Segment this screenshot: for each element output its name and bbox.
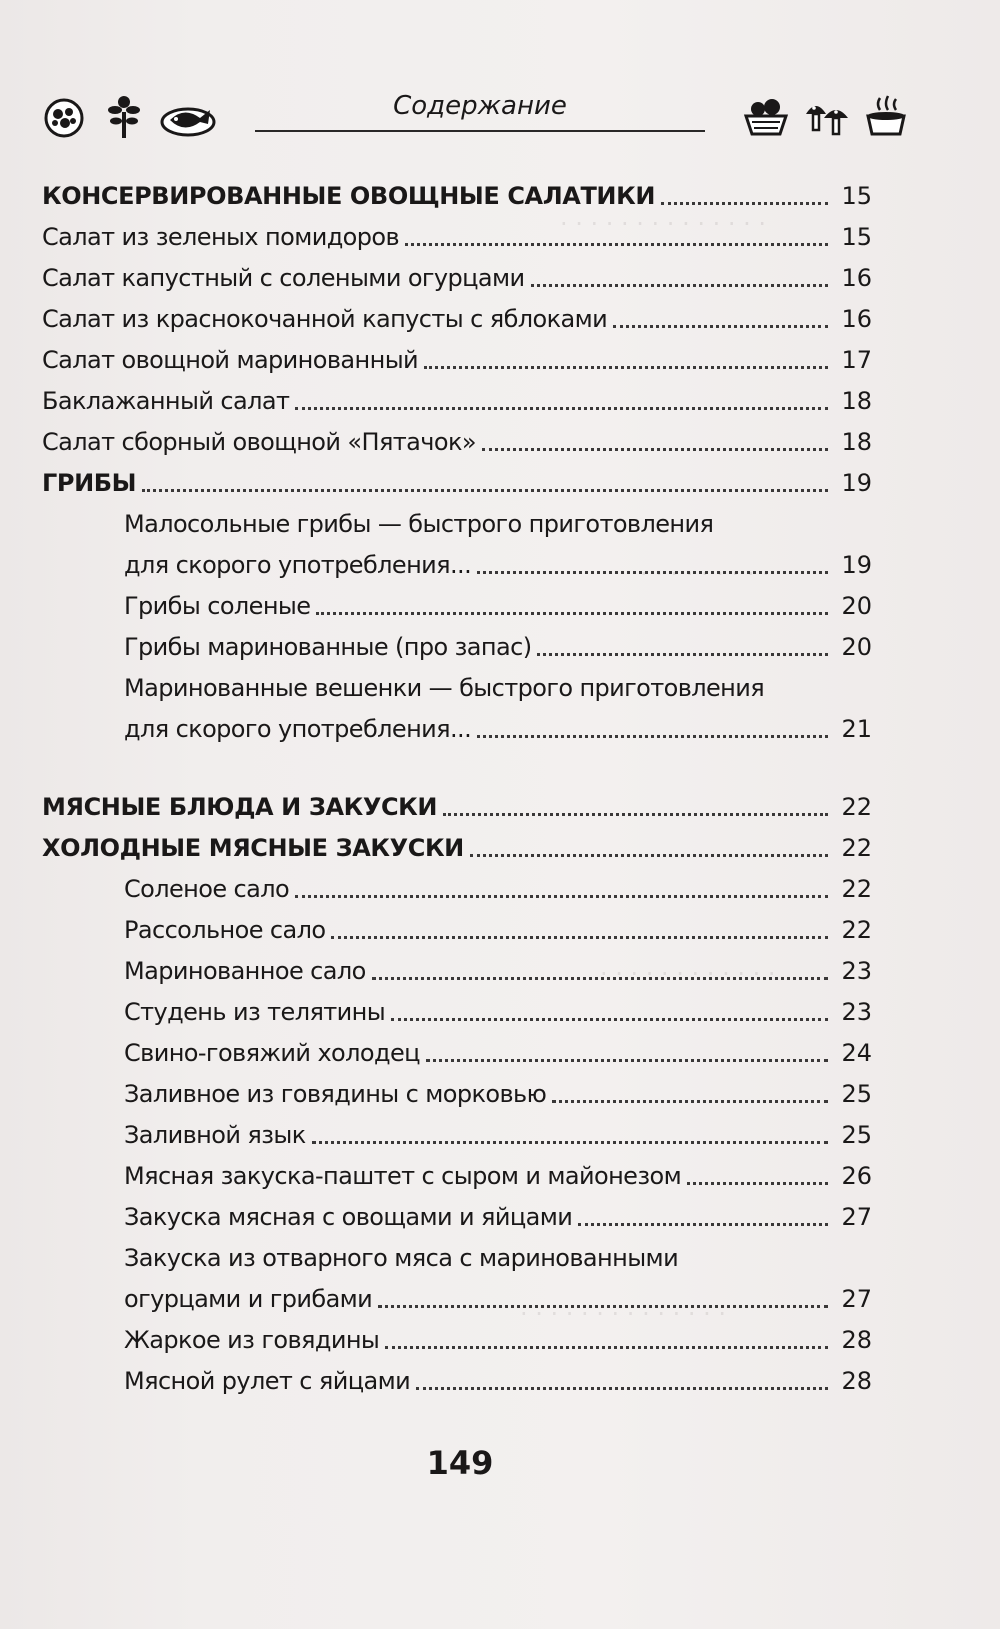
- dot-leader: [531, 283, 828, 287]
- toc-entry-page: 20: [841, 592, 872, 620]
- dot-leader: [405, 242, 828, 246]
- dot-leader: [537, 652, 828, 656]
- toc-entry: [42, 375, 872, 416]
- toc-entry-title: Маринованные вешенки — быстрого приготовления: [124, 674, 765, 702]
- toc-entry: [42, 1314, 872, 1355]
- header-title-box: [255, 88, 705, 136]
- header-icons-left: [40, 92, 216, 140]
- toc-entry: [42, 170, 872, 211]
- toc-entry-title: Закуска мясная с овощами и яйцами: [124, 1203, 573, 1231]
- toc-entry: [42, 580, 872, 621]
- toc-entry: [42, 293, 872, 334]
- page-number: 149: [426, 1444, 494, 1482]
- toc-entry: [42, 1109, 872, 1150]
- dot-leader: [372, 976, 828, 980]
- dot-leader: [470, 853, 828, 857]
- toc-entry-title: Соленое сало: [124, 875, 290, 903]
- toc-entry-page: 23: [841, 998, 872, 1026]
- toc-entry-title: Салат сборный овощной «Пятачок»: [42, 428, 476, 456]
- dot-leader: [613, 324, 828, 328]
- fish-platter-icon: [160, 92, 216, 140]
- toc-entry: [42, 1273, 872, 1314]
- toc-entry-title: ХОЛОДНЫЕ МЯСНЫЕ ЗАКУСКИ: [42, 834, 464, 862]
- toc-entry: [42, 1232, 872, 1273]
- toc-entry-title: ГРИБЫ: [42, 469, 137, 497]
- toc-entry: [42, 1068, 872, 1109]
- dot-leader: [416, 1386, 828, 1390]
- toc-entry-title: Свино-говяжий холодец: [124, 1039, 420, 1067]
- dot-leader: [477, 734, 828, 738]
- running-header: [40, 88, 910, 148]
- dot-leader: [391, 1017, 828, 1021]
- bleed-through-text: · · · · · · · · ·: [640, 560, 770, 588]
- dot-leader: [295, 894, 828, 898]
- toc-entry-title: Салат капустный с солеными огурцами: [42, 264, 525, 292]
- toc-entry: [42, 621, 872, 662]
- bleed-through-text: · · · · · · · · · · · · · ·: [560, 210, 766, 238]
- toc-entry-page: 28: [841, 1367, 872, 1395]
- toc-entry-page: 23: [841, 957, 872, 985]
- toc-entry-page: 26: [841, 1162, 872, 1190]
- toc-entry: [42, 252, 872, 293]
- toc-entry: [42, 863, 872, 904]
- toc-entry-page: 17: [841, 346, 872, 374]
- toc-entry-title: Салат из зеленых помидоров: [42, 223, 400, 251]
- mushrooms-icon: [802, 92, 850, 140]
- toc-entry-page: 22: [841, 875, 872, 903]
- toc-entry: [42, 334, 872, 375]
- dot-leader: [482, 447, 828, 451]
- toc-entry-page: 16: [841, 305, 872, 333]
- toc-entry-title: Заливное из говядины с морковью: [124, 1080, 547, 1108]
- table-of-contents: [42, 170, 872, 1396]
- toc-entry-page: 19: [841, 469, 872, 497]
- toc-entry-page: 18: [841, 428, 872, 456]
- toc-entry-title: Рассольное сало: [124, 916, 326, 944]
- toc-entry: [42, 662, 872, 703]
- toc-entry-title: Грибы соленые: [124, 592, 311, 620]
- steaming-pot-icon: [862, 92, 910, 140]
- page-title: Содержание: [393, 91, 567, 121]
- toc-entry-title: Грибы маринованные (про запас): [124, 633, 532, 661]
- toc-entry-page: 25: [841, 1121, 872, 1149]
- toc-entry-title: для скорого употребления...: [124, 715, 472, 743]
- toc-entry: [42, 498, 872, 539]
- toc-entry-title: Салат из краснокочанной капусты с яблоками: [42, 305, 608, 333]
- toc-entry: [42, 822, 872, 863]
- toc-entry-page: 28: [841, 1326, 872, 1354]
- toc-entry: [42, 904, 872, 945]
- toc-entry-page: 21: [841, 715, 872, 743]
- bleed-through-text: · · · · · · · · · · · ·: [600, 960, 776, 988]
- dot-leader: [661, 201, 828, 205]
- toc-entry-title: Малосольные грибы — быстрого приготовления: [124, 510, 714, 538]
- toc-entry: [42, 457, 872, 498]
- toc-entry-page: 22: [841, 834, 872, 862]
- toc-entry-title: Заливной язык: [124, 1121, 306, 1149]
- toc-entry-page: 24: [841, 1039, 872, 1067]
- dot-leader: [331, 935, 828, 939]
- dot-leader: [578, 1222, 828, 1226]
- dot-leader: [424, 365, 828, 369]
- toc-entry: [42, 1191, 872, 1232]
- toc-entry-page: 15: [841, 223, 872, 251]
- dot-leader: [316, 611, 828, 615]
- toc-entry: [42, 211, 872, 252]
- toc-entry-page: 16: [841, 264, 872, 292]
- toc-entry-title: КОНСЕРВИРОВАННЫЕ ОВОЩНЫЕ САЛАТИКИ: [42, 182, 656, 210]
- toc-entry: [42, 945, 872, 986]
- toc-entry-page: 15: [841, 182, 872, 210]
- header-icons-right: [742, 92, 910, 140]
- dot-leader: [477, 570, 828, 574]
- dot-leader: [443, 812, 828, 816]
- bleed-through-text: · · · · · · · · · · · · · ·: [520, 1300, 726, 1328]
- dot-leader: [687, 1181, 828, 1185]
- toc-entry-title: Мясной рулет с яйцами: [124, 1367, 411, 1395]
- toc-entry-page: 27: [841, 1285, 872, 1313]
- toc-entry-title: для скорого употребления...: [124, 551, 472, 579]
- dot-leader: [295, 406, 828, 410]
- toc-entry-page: 27: [841, 1203, 872, 1231]
- toc-entry: [42, 1355, 872, 1396]
- dot-leader: [385, 1345, 828, 1349]
- vegetable-basket-icon: [742, 92, 790, 140]
- dot-leader: [426, 1058, 828, 1062]
- toc-entry-page: 18: [841, 387, 872, 415]
- dot-leader: [312, 1140, 828, 1144]
- toc-entry-title: Жаркое из говядины: [124, 1326, 380, 1354]
- toc-entry-title: Баклажанный салат: [42, 387, 290, 415]
- toc-entry-title: Закуска из отварного мяса с маринованными: [124, 1244, 679, 1272]
- header-rule: [255, 130, 705, 132]
- toc-entry-page: 22: [841, 793, 872, 821]
- toc-entry-page: 22: [841, 916, 872, 944]
- toc-entry-title: Мясная закуска-паштет с сыром и майонезом: [124, 1162, 682, 1190]
- toc-entry: [42, 1027, 872, 1068]
- toc-entry-title: Салат овощной маринованный: [42, 346, 419, 374]
- toc-entry-title: огурцами и грибами: [124, 1285, 373, 1313]
- toc-entry: [42, 1150, 872, 1191]
- salad-bowl-icon: [40, 92, 88, 140]
- dot-leader: [142, 488, 828, 492]
- toc-entry: [42, 539, 872, 580]
- toc-entry-page: 20: [841, 633, 872, 661]
- toc-entry: [42, 781, 872, 822]
- toc-entry-title: МЯСНЫЕ БЛЮДА И ЗАКУСКИ: [42, 793, 438, 821]
- toc-entry-title: Студень из телятины: [124, 998, 386, 1026]
- toc-entry-page: 25: [841, 1080, 872, 1108]
- toc-entry-title: Маринованное сало: [124, 957, 366, 985]
- toc-entry-page: 19: [841, 551, 872, 579]
- herb-sprig-icon: [100, 92, 148, 140]
- toc-entry: [42, 703, 872, 744]
- toc-entry: [42, 986, 872, 1027]
- toc-entry: [42, 416, 872, 457]
- dot-leader: [552, 1099, 828, 1103]
- dot-leader: [378, 1304, 828, 1308]
